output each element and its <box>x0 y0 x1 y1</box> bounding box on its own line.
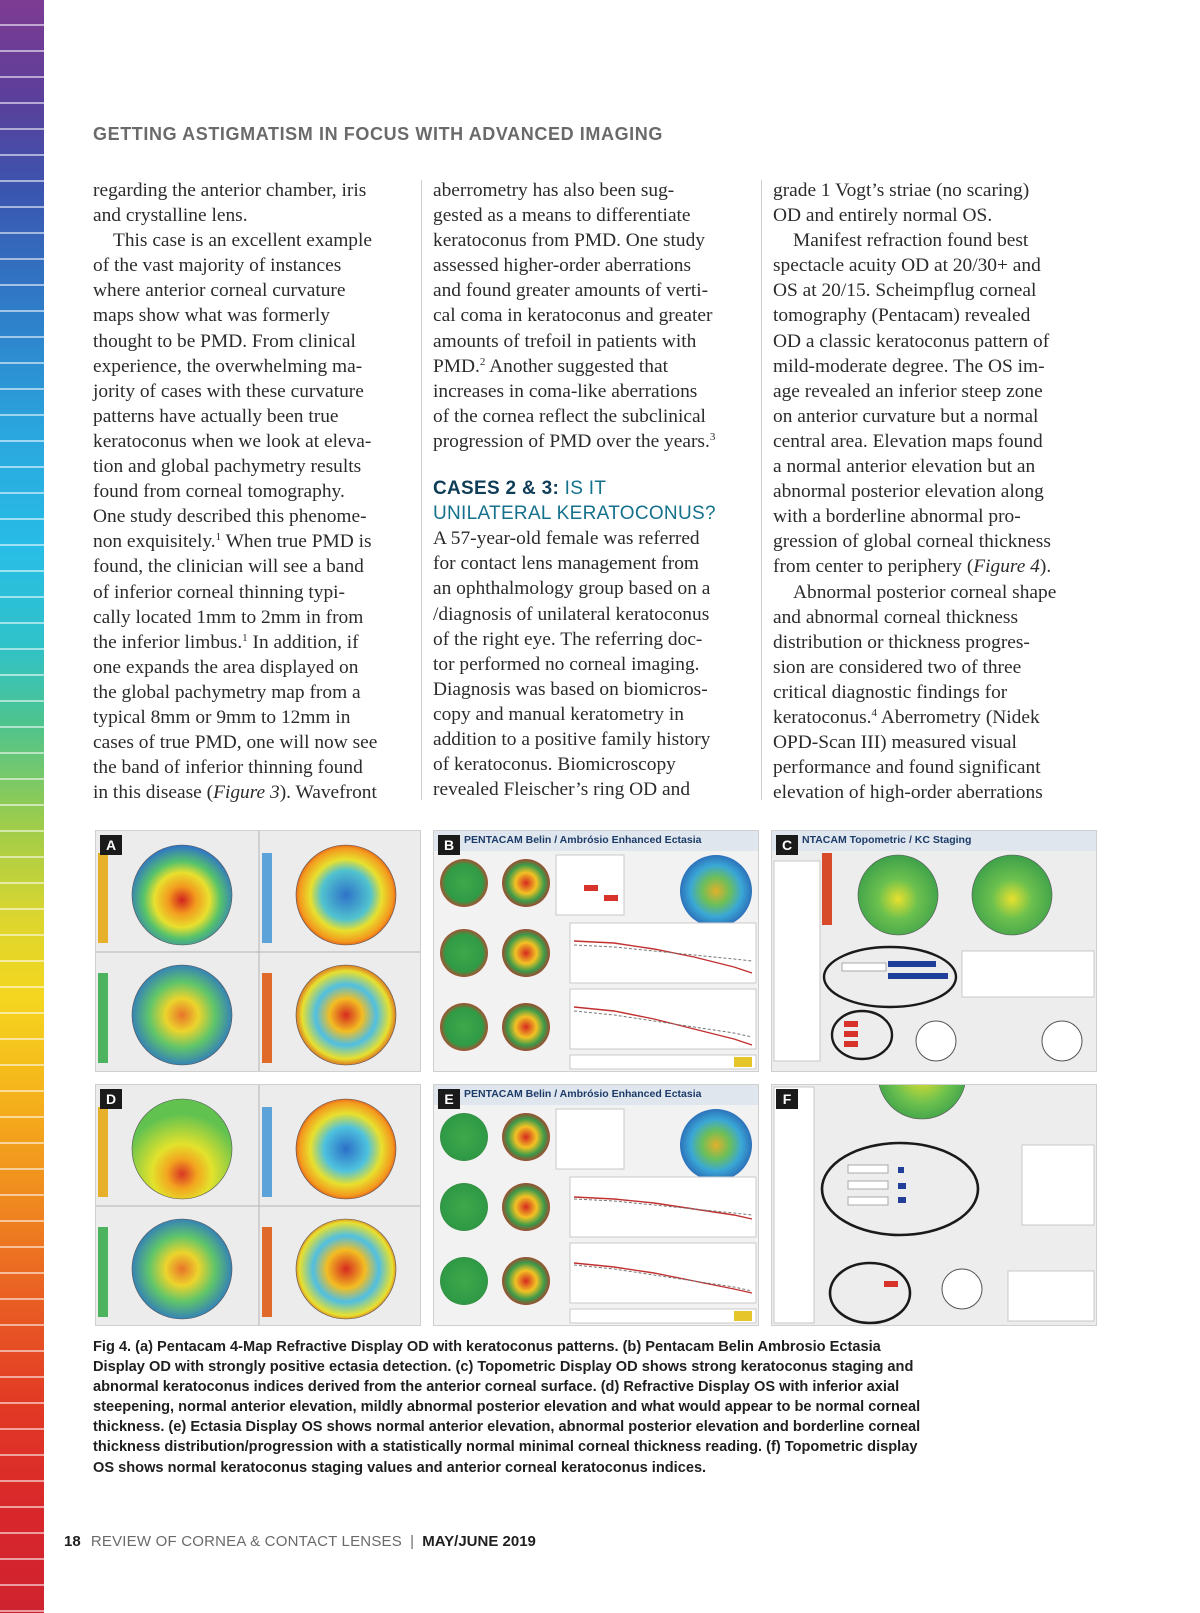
text-line: typical 8mm or 9mm to 12mm in <box>93 706 351 728</box>
text-line: OD and entirely normal OS. <box>773 205 993 227</box>
caption-line: thickness distribution/progression with a statistically normal minimal corneal thickness reading. (f) Topometric display <box>93 1439 918 1456</box>
text-line: gested as a means to differentiate <box>433 205 691 227</box>
text-line: One study described this phenome- <box>93 506 367 528</box>
text-column-3 <box>773 178 1091 805</box>
reference-1: 1 <box>242 631 248 644</box>
text-line: spectacle acuity OD at 20/30+ and <box>773 255 1041 277</box>
panel-title-e: PENTACAM Belin / Ambrósio Enhanced Ectasia <box>464 1088 702 1100</box>
text-line <box>773 554 1091 579</box>
panel-title-b: PENTACAM Belin / Ambrósio Enhanced Ectasia <box>464 834 702 846</box>
text-run: keratoconus. <box>773 706 872 728</box>
text-line: thought to be PMD. From clinical <box>93 330 356 352</box>
refractive-4-map-od-image <box>96 831 421 1072</box>
text-line: aberrometry has also been sug- <box>433 180 675 201</box>
text-line: jority of cases with these curvature <box>93 380 364 402</box>
caption-line: OS shows normal keratoconus staging values and anterior corneal keratoconus indices. <box>93 1459 707 1476</box>
reference-4: 4 <box>871 706 878 719</box>
text-line: regarding the anterior chamber, iris <box>93 180 367 201</box>
text-line: found, the clinician will see a band <box>93 556 364 578</box>
text-line: keratoconus from PMD. One study <box>433 230 705 252</box>
figure-panel-a <box>95 830 421 1072</box>
panel-label-e: E <box>438 1089 460 1109</box>
figure-panel-f <box>771 1084 1097 1326</box>
text-line: and crystalline lens. <box>93 205 248 227</box>
reference-2: 2 <box>479 355 486 368</box>
text-line: for contact lens management from <box>433 553 699 575</box>
text-line: grade 1 Vogt’s striae (no scaring) <box>773 180 1030 201</box>
panel-label-f: F <box>776 1089 798 1109</box>
text-line: of the vast majority of instances <box>93 255 342 277</box>
panel-label-c: C <box>776 835 798 855</box>
text-line: cases of true PMD, one will now see <box>93 732 378 754</box>
figure-reference: Figure 4 <box>973 556 1040 578</box>
text-line: of keratoconus. Biomicroscopy <box>433 754 676 776</box>
footer-separator: | <box>410 1533 415 1550</box>
text-line: amounts of trefoil in patients with <box>433 330 697 352</box>
text-line <box>93 529 411 554</box>
text-run: Aberrometry (Nidek <box>877 706 1040 728</box>
text-line: performance and found significant <box>773 757 1041 779</box>
text-line: mild-moderate degree. The OS im- <box>773 355 1045 377</box>
text-line: critical diagnostic findings for <box>773 681 1008 703</box>
text-line: A 57-year-old female was referred <box>433 528 700 550</box>
text-run: PMD. <box>433 355 480 377</box>
text-run: from center to periphery ( <box>773 556 974 578</box>
text-column-1 <box>93 178 411 805</box>
reference-1: 1 <box>215 531 222 544</box>
text-line: where anterior corneal curvature <box>93 280 346 302</box>
text-line: OPD-Scan III) measured visual <box>773 732 1017 754</box>
text-line: and found greater amounts of verti- <box>433 280 709 302</box>
text-line: tomography (Pentacam) revealed <box>773 305 1031 327</box>
text-line: on anterior curvature but a normal <box>773 405 1039 427</box>
text-line: keratoconus when we look at eleva- <box>93 430 372 452</box>
text-line <box>433 429 751 454</box>
section-prefix: CASES 2 & 3: <box>433 478 565 500</box>
text-line: and abnormal corneal thickness <box>773 606 1018 628</box>
text-line <box>773 705 1091 730</box>
text-line: sion are considered two of three <box>773 656 1022 678</box>
text-line <box>433 354 751 379</box>
text-line: distribution or thickness progres- <box>773 631 1030 653</box>
text-line: of inferior corneal thinning typi- <box>93 581 346 603</box>
section-gap <box>433 454 751 476</box>
panel-label-b: B <box>438 835 460 855</box>
issue-date: MAY/JUNE 2019 <box>422 1533 536 1550</box>
text-run: Another suggested that <box>485 355 668 377</box>
belin-ambrosio-ectasia-os-image <box>434 1085 759 1326</box>
section-title: IS IT <box>564 478 607 500</box>
text-line: maps show what was formerly <box>93 305 330 327</box>
text-line: elevation of high-order aberrations <box>773 782 1043 804</box>
text-line: of the cornea reflect the subclinical <box>433 405 706 427</box>
text-run: in this disease ( <box>93 782 214 804</box>
text-run: the inferior limbus. <box>93 631 243 653</box>
topometric-kc-staging-od-image <box>772 831 1097 1072</box>
text-line: Manifest refraction found best <box>793 230 1029 252</box>
panel-title-c: NTACAM Topometric / KC Staging <box>802 834 972 846</box>
topometric-display-os-image <box>772 1085 1097 1326</box>
text-line: experience, the overwhelming ma- <box>93 355 363 377</box>
text-run: progression of PMD over the years. <box>433 430 710 452</box>
text-line: patterns have actually been true <box>93 405 339 427</box>
running-title: GETTING ASTIGMATISM IN FOCUS WITH ADVANCED IMAGING <box>93 124 663 144</box>
text-line: /diagnosis of unilateral keratoconus <box>433 603 710 625</box>
text-column-2 <box>433 178 751 802</box>
caption-line: thickness. (e) Ectasia Display OS shows normal anterior elevation, abnormal posterior elevation and borderline corneal <box>93 1419 921 1436</box>
caption-line: Fig 4. (a) Pentacam 4-Map Refractive Display OD with keratoconus patterns. (b) Pentacam Belin Ambrosio Ectasia <box>93 1339 881 1355</box>
text-run: When true PMD is <box>221 531 372 553</box>
figure-panel-e <box>433 1084 759 1326</box>
text-line: found from corneal tomography. <box>93 481 345 503</box>
text-line <box>93 630 411 655</box>
caption-line: steepening, normal anterior elevation, mildly abnormal posterior elevation and what would appear to be normal corneal <box>93 1399 921 1416</box>
text-line: gression of global corneal thickness <box>773 531 1051 553</box>
text-line: cal coma in keratoconus and greater <box>433 305 713 327</box>
text-run: ). <box>1039 556 1052 578</box>
text-line: an ophthalmology group based on a <box>433 578 711 600</box>
text-line <box>93 780 411 805</box>
text-line: OS at 20/15. Scheimpflug corneal <box>773 280 1037 302</box>
text-line: age revealed an inferior steep zone <box>773 380 1043 402</box>
text-line: tion and global pachymetry results <box>93 456 362 478</box>
figure-reference: Figure 3 <box>213 782 280 804</box>
text-line: OD a classic keratoconus pattern of <box>773 330 1050 352</box>
figure-panel-b <box>433 830 759 1072</box>
text-line: Diagnosis was based on biomicros- <box>433 678 708 700</box>
page-footer <box>64 1533 536 1550</box>
text-line: abnormal posterior elevation along <box>773 481 1044 503</box>
section-heading-line-2 <box>433 501 751 526</box>
figure-panel-c <box>771 830 1097 1072</box>
page-number: 18 <box>64 1533 81 1550</box>
text-line: assessed higher-order aberrations <box>433 255 692 277</box>
text-line: with a borderline abnormal pro- <box>773 506 1021 528</box>
refractive-4-map-os-image <box>96 1085 421 1326</box>
column-rule <box>761 180 762 800</box>
text-line: addition to a positive family history <box>433 728 711 750</box>
color-scale-ticks <box>0 0 44 1613</box>
caption-line: Display OD with strongly positive ectasia detection. (c) Topometric Display OD shows strong keratoconus staging and <box>93 1359 914 1376</box>
text-line: a normal anterior elevation but an <box>773 456 1036 478</box>
figure-caption <box>93 1337 1093 1478</box>
text-line: increases in coma-like aberrations <box>433 380 698 402</box>
text-line: tor performed no corneal imaging. <box>433 653 700 675</box>
journal-name: REVIEW OF CORNEA & CONTACT LENSES <box>90 1533 402 1550</box>
text-line: Abnormal posterior corneal shape <box>793 581 1057 603</box>
caption-line: abnormal keratoconus indices derived from the anterior corneal surface. (d) Refractive Display OS with inferior axial <box>93 1379 900 1396</box>
text-line: the global pachymetry map from a <box>93 681 361 703</box>
text-line: central area. Elevation maps found <box>773 430 1043 452</box>
figure-panel-d <box>95 1084 421 1326</box>
text-line: one expands the area displayed on <box>93 656 359 678</box>
panel-label-a: A <box>100 835 122 855</box>
text-line: copy and manual keratometry in <box>433 703 684 725</box>
text-line: revealed Fleischer’s ring OD and <box>433 779 691 801</box>
reference-3: 3 <box>709 430 716 443</box>
section-heading <box>433 476 751 501</box>
text-run: ). Wavefront <box>279 782 377 804</box>
text-run: non exquisitely. <box>93 531 216 553</box>
text-line: of the right eye. The referring doc- <box>433 628 703 650</box>
panel-label-d: D <box>100 1089 122 1109</box>
text-line: This case is an excellent example <box>113 230 372 252</box>
belin-ambrosio-ectasia-od-image <box>434 831 759 1072</box>
section-title: UNILATERAL KERATOCONUS? <box>433 503 716 525</box>
text-run: In addition, if <box>247 631 359 653</box>
text-line: the band of inferior thinning found <box>93 757 363 779</box>
text-line: cally located 1mm to 2mm in from <box>93 606 364 628</box>
column-rule <box>421 180 422 800</box>
